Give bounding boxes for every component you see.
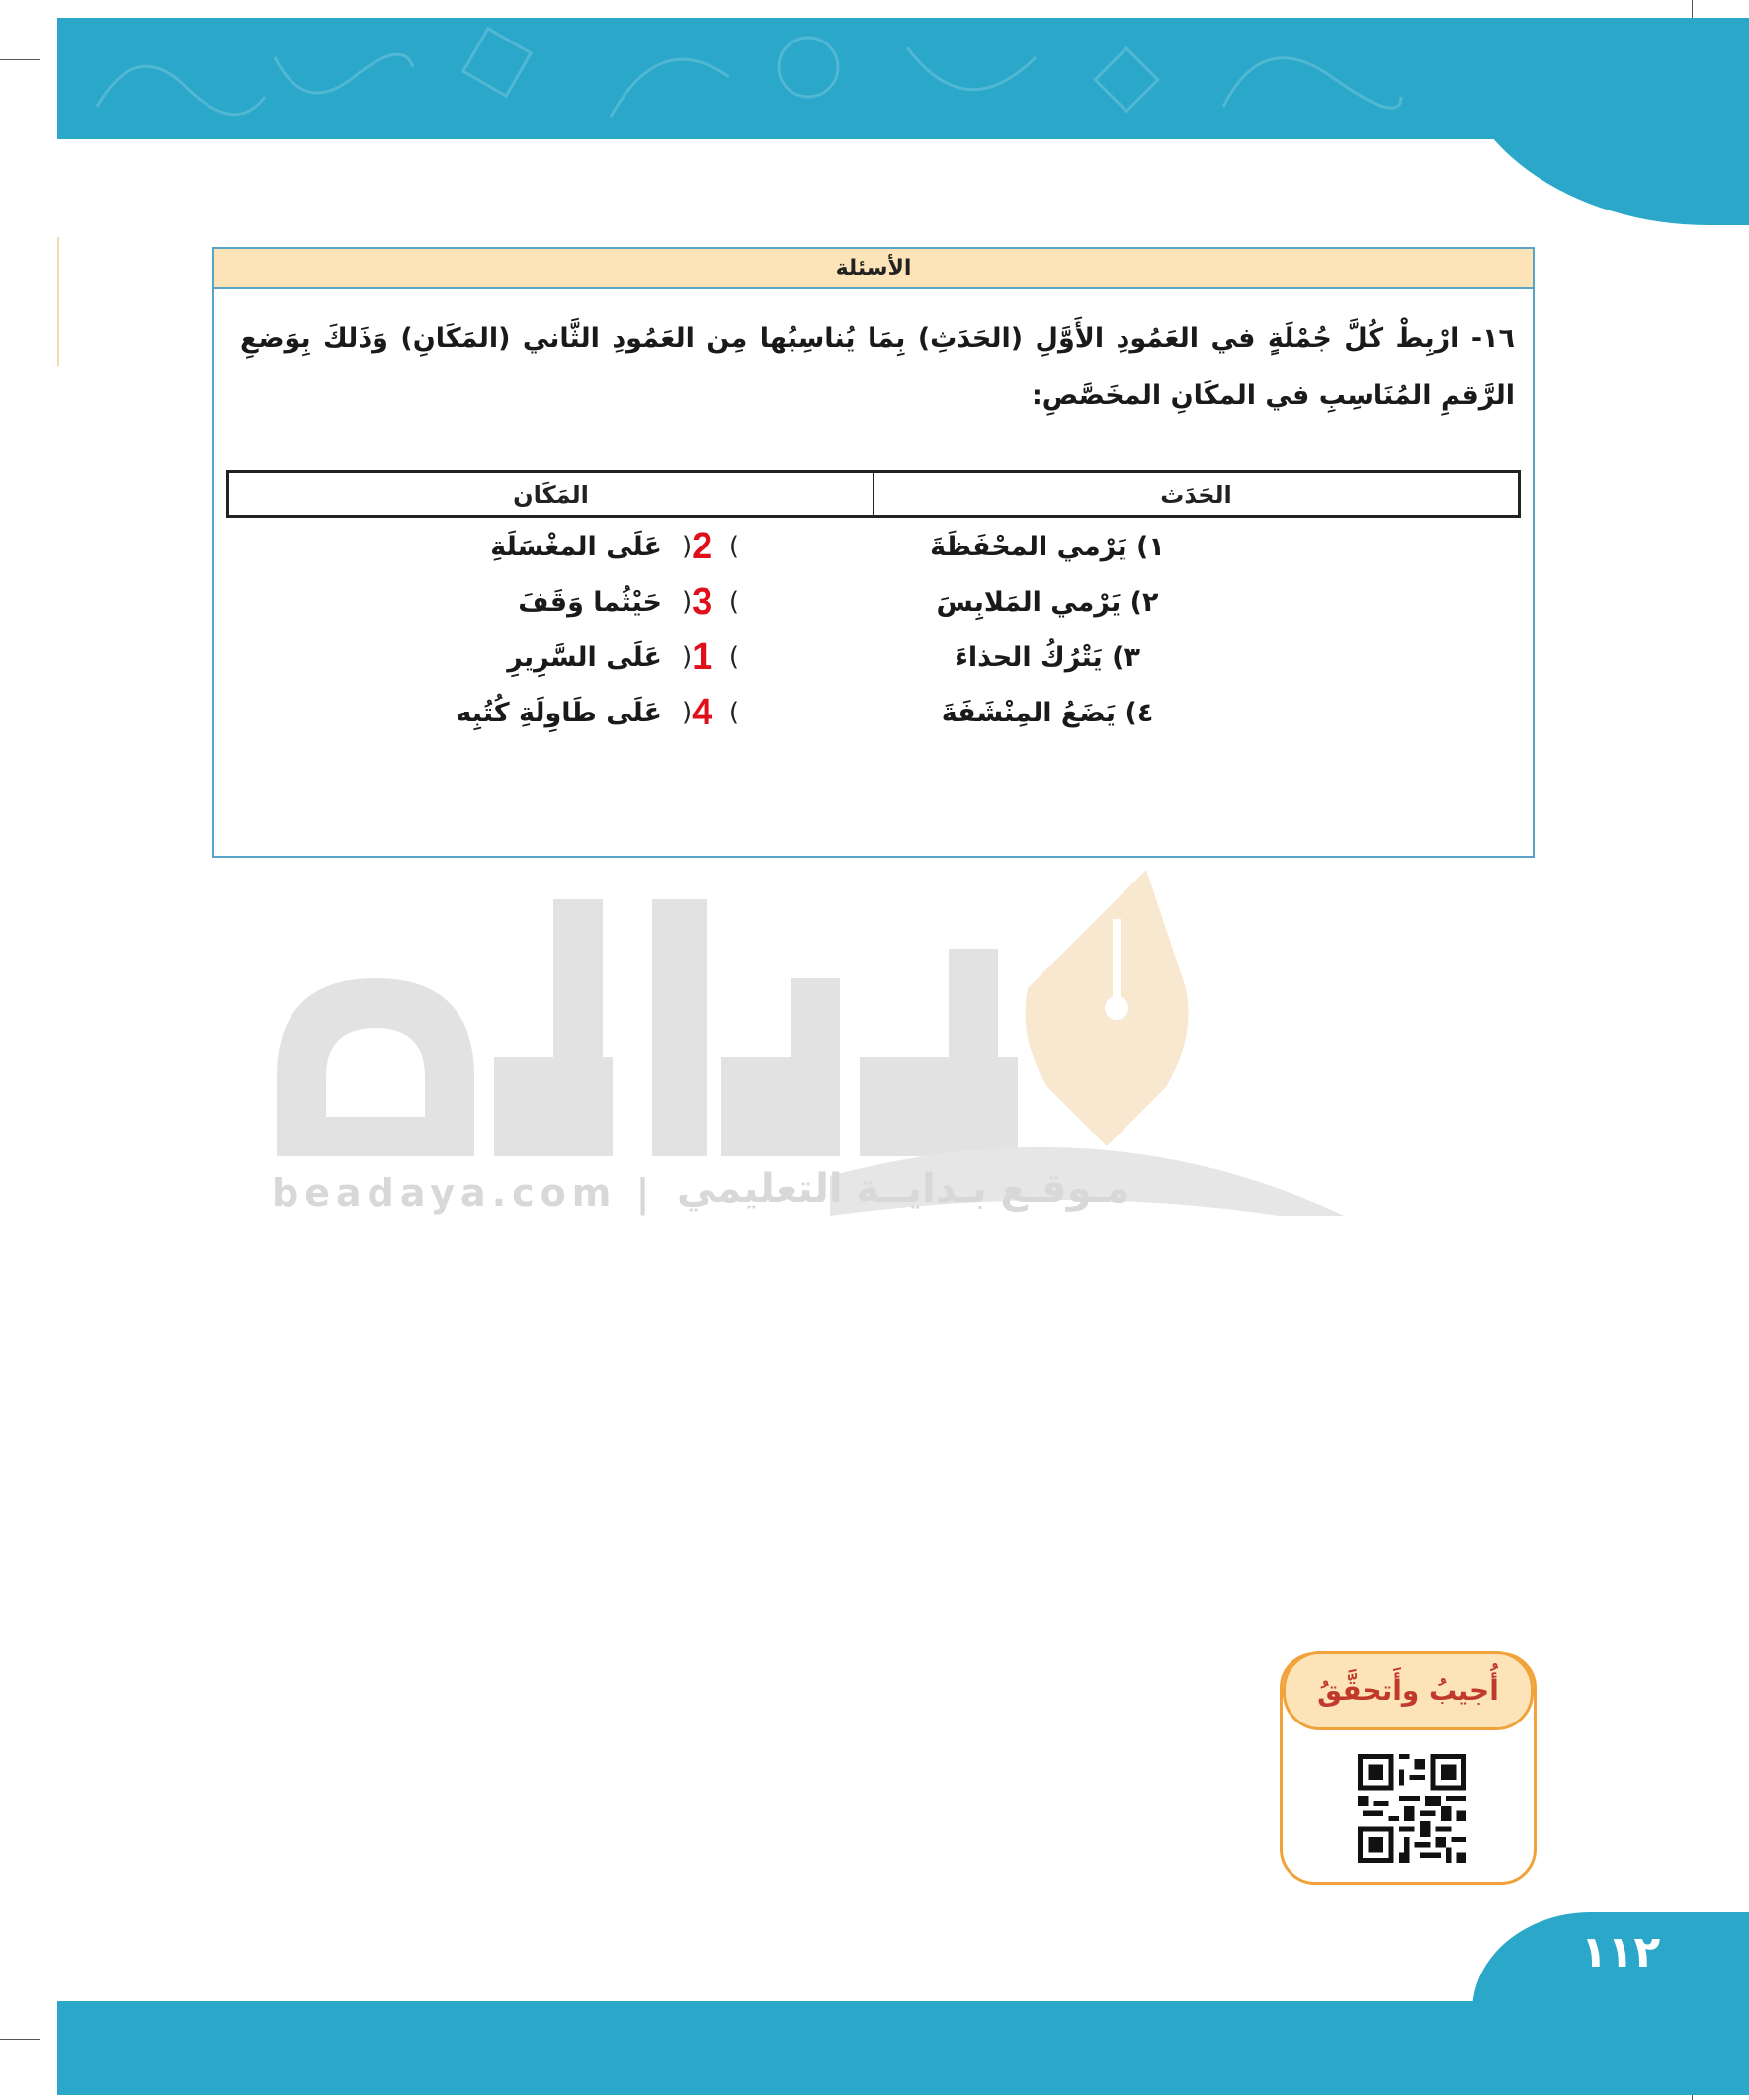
paren-close: )	[682, 642, 693, 672]
paren-open: (	[728, 587, 739, 617]
paren-close: )	[682, 532, 693, 561]
event-item-3: ٣) يَتْرُكُ الحذاءَ	[955, 642, 1140, 673]
paren-open: (	[728, 532, 739, 561]
answer-value: 4	[692, 692, 713, 733]
column-event-header: الحَدَث	[873, 473, 1518, 515]
place-item-3: عَلَى السَّرِيرِ	[507, 642, 662, 673]
page-number: ١١٢	[1580, 1927, 1661, 1977]
place-item-4: عَلَى طَاوِلَةِ كُتُبِه	[456, 698, 662, 728]
answer-slot-4[interactable]	[682, 692, 751, 734]
paren-open: (	[728, 698, 739, 727]
question-instruction: ١٦- ارْبِطْ كُلَّ جُمْلَةٍ في العَمُودِ الأَوَّلِ (الحَدَثِ) بِمَا يُناسِبُها مِن العَمُودِ الثَّاني (المَكَانِ) وَذَلكَ بِوَضعِ الرَّقمِ المُنَاسِبِ في المكَانِ المخَصَّصِ:	[240, 323, 1515, 411]
answer-slot-3[interactable]	[682, 636, 751, 679]
questions-header: الأسئلة	[214, 249, 1533, 289]
qr-check-box[interactable]	[1280, 1652, 1537, 1885]
match-table-header	[226, 470, 1521, 518]
answer-slot-1[interactable]	[682, 526, 751, 568]
answer-value: 1	[692, 636, 713, 678]
answer-value: 2	[692, 526, 713, 567]
qr-code-icon[interactable]	[1358, 1754, 1466, 1863]
event-item-1: ١) يَرْمي المحْفَظَةَ	[930, 532, 1165, 562]
paren-close: )	[682, 698, 693, 727]
watermark-tagline: مـوقـع بـدايــة التعليمي	[677, 1166, 1130, 1212]
top-band-curve	[1453, 18, 1749, 225]
answer-value: 3	[692, 581, 713, 623]
bottom-band	[57, 2001, 1749, 2095]
paren-close: )	[682, 587, 693, 617]
column-place-header: المَكَان	[513, 481, 589, 509]
paren-open: (	[728, 642, 739, 672]
place-item-2: حَيْثُما وَقَفَ	[518, 587, 662, 618]
qr-title: أُجيبُ وأَتحقَّقُ	[1283, 1651, 1534, 1730]
watermark-logo	[257, 860, 1492, 1216]
event-item-4: ٤) يَضَعُ المِنْشَفَةَ	[941, 698, 1154, 728]
crop-mark	[0, 2039, 40, 2040]
place-item-1: عَلَى المغْسَلَةِ	[490, 532, 662, 562]
watermark-url: beadaya.com |	[272, 1171, 656, 1215]
event-item-2: ٢) يَرْمي المَلابِسَ	[936, 587, 1159, 618]
answer-slot-2[interactable]	[682, 581, 751, 624]
margin-line	[57, 237, 59, 366]
